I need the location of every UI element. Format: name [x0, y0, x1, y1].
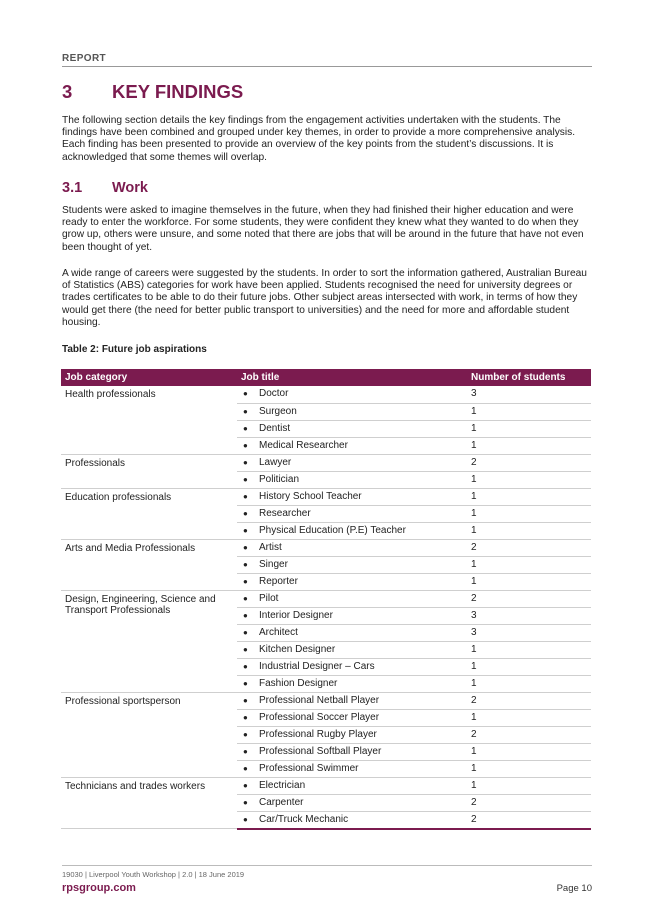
student-count-cell: 2: [467, 726, 591, 743]
job-title-text: Carpenter: [259, 796, 304, 808]
footer-divider: [62, 865, 592, 866]
section-title: KEY FINDINGS: [112, 81, 244, 102]
student-count-cell: 1: [467, 641, 591, 658]
subsection-title: Work: [112, 180, 148, 196]
job-title-cell: [237, 777, 467, 794]
student-count-cell: 1: [467, 437, 591, 454]
student-count-cell: 1: [467, 760, 591, 777]
table-row: [61, 692, 591, 709]
job-title-text: Singer: [259, 558, 288, 570]
section-heading: [62, 81, 243, 103]
header-job-category: Job category: [61, 369, 237, 386]
job-title-cell: [237, 539, 467, 556]
job-title-cell: [237, 794, 467, 811]
job-category-cell: Professional sportsperson: [61, 692, 237, 777]
job-title-cell: [237, 454, 467, 471]
student-count-cell: 1: [467, 403, 591, 420]
table-row: [61, 777, 591, 794]
bullet-dot-icon: ●: [243, 406, 248, 416]
job-title-cell: [237, 420, 467, 437]
bullet-dot-icon: ●: [243, 644, 248, 654]
subsection-heading: [62, 180, 148, 196]
bullet-dot-icon: ●: [243, 457, 248, 467]
job-title-text: Professional Soccer Player: [259, 711, 380, 723]
job-title-cell: [237, 658, 467, 675]
table-row: [61, 488, 591, 505]
student-count-cell: 1: [467, 675, 591, 692]
student-count-cell: 2: [467, 590, 591, 607]
footer-site-link[interactable]: rpsgroup.com: [62, 882, 136, 894]
job-category-cell: Professionals: [61, 454, 237, 488]
job-title-cell: [237, 726, 467, 743]
bullet-dot-icon: ●: [243, 712, 248, 722]
job-aspirations-table: [61, 369, 591, 830]
student-count-cell: 1: [467, 556, 591, 573]
job-title-cell: [237, 386, 467, 403]
work-paragraph-1: Students were asked to imagine themselves in the future, when they had finished their higher education and were ready to enter the workforce. For some students, they were confident they knew what they wanted to do when they grow up, others were unsure, and some noted that there are jobs that will be around in the future that have not even been thought of yet.: [62, 205, 584, 253]
bullet-dot-icon: ●: [243, 389, 248, 398]
bullet-dot-icon: ●: [243, 576, 248, 586]
job-title-text: Industrial Designer – Cars: [259, 660, 375, 672]
job-title-text: Artist: [259, 541, 282, 553]
job-category-cell: Health professionals: [61, 386, 237, 454]
job-category-cell: Technicians and trades workers: [61, 777, 237, 829]
job-title-cell: [237, 590, 467, 607]
job-title-cell: [237, 573, 467, 590]
page-number: Page 10: [556, 883, 592, 894]
bullet-dot-icon: ●: [243, 542, 248, 552]
work-paragraph-2: A wide range of careers were suggested by the students. In order to sort the information gathered, Australian Bureau of Statistics (ABS) categories for work have been applied. Students recognised the need for university degrees or trades certificates to be able to do their future jobs. Other subject areas intersected with work, in terms of how they would get there (the need for better public transport to universities) and the need for more and affordable student housing.: [62, 268, 587, 328]
job-title-cell: [237, 743, 467, 760]
job-title-text: Medical Researcher: [259, 439, 348, 451]
job-category-cell: Education professionals: [61, 488, 237, 539]
report-label: REPORT: [62, 53, 107, 64]
job-title-cell: [237, 522, 467, 539]
bullet-dot-icon: ●: [243, 627, 248, 637]
bullet-dot-icon: ●: [243, 491, 248, 501]
page-header: [62, 53, 592, 67]
footer-meta: 19030 | Liverpool Youth Workshop | 2.0 | 18 June 2019: [62, 870, 245, 879]
bullet-dot-icon: ●: [243, 423, 248, 433]
bullet-dot-icon: ●: [243, 593, 248, 603]
job-title-text: Professional Netball Player: [259, 694, 380, 706]
student-count-cell: 1: [467, 709, 591, 726]
job-title-cell: [237, 760, 467, 777]
student-count-cell: 1: [467, 488, 591, 505]
student-count-cell: 1: [467, 743, 591, 760]
student-count-cell: 2: [467, 692, 591, 709]
student-count-cell: 1: [467, 522, 591, 539]
table-row: [61, 590, 591, 607]
job-title-cell: [237, 437, 467, 454]
job-title-cell: [237, 488, 467, 505]
job-title-cell: [237, 624, 467, 641]
page-footer: [62, 865, 592, 894]
bullet-dot-icon: ●: [243, 797, 248, 807]
student-count-cell: 1: [467, 420, 591, 437]
job-title-cell: [237, 471, 467, 488]
student-count-cell: 2: [467, 811, 591, 829]
job-title-cell: [237, 403, 467, 420]
bullet-dot-icon: ●: [243, 746, 248, 756]
job-title-text: Dentist: [259, 422, 291, 434]
job-title-text: Surgeon: [259, 405, 297, 417]
student-count-cell: 3: [467, 607, 591, 624]
student-count-cell: 2: [467, 454, 591, 471]
table-row: [61, 454, 591, 471]
table-header-row: [61, 369, 591, 386]
header-divider: [62, 66, 592, 67]
table-caption: Table 2: Future job aspirations: [62, 344, 207, 355]
student-count-cell: 3: [467, 386, 591, 403]
job-title-text: Professional Softball Player: [259, 745, 382, 757]
job-title-text: Interior Designer: [259, 609, 333, 621]
job-title-text: Architect: [259, 626, 298, 638]
job-title-text: History School Teacher: [259, 490, 362, 502]
table-row: [61, 386, 591, 403]
student-count-cell: 2: [467, 794, 591, 811]
subsection-number: 3.1: [62, 180, 83, 196]
job-title-text: Pilot: [259, 592, 279, 604]
job-title-text: Kitchen Designer: [259, 643, 336, 655]
job-title-cell: [237, 607, 467, 624]
job-title-text: Professional Swimmer: [259, 762, 359, 774]
bullet-dot-icon: ●: [243, 763, 248, 773]
job-title-cell: [237, 505, 467, 522]
job-category-cell: Design, Engineering, Science and Transport Professionals: [61, 590, 237, 692]
student-count-cell: 1: [467, 777, 591, 794]
job-title-text: Professional Rugby Player: [259, 728, 377, 740]
job-title-cell: [237, 692, 467, 709]
job-title-text: Doctor: [259, 388, 289, 399]
student-count-cell: 2: [467, 539, 591, 556]
job-title-text: Car/Truck Mechanic: [259, 813, 349, 825]
intro-paragraph: The following section details the key findings from the engagement activities undertaken with the students. The findings have been combined and grouped under key themes, in order to provide a more comprehensive analysis. Each finding has been presented to provide an overview of the key points from the student’s discussions. It is acknowledged that some themes will overlap.: [62, 115, 576, 163]
job-title-text: Politician: [259, 473, 300, 485]
student-count-cell: 3: [467, 624, 591, 641]
bullet-dot-icon: ●: [243, 814, 248, 824]
bullet-dot-icon: ●: [243, 661, 248, 671]
header-number-of-students: Number of students: [467, 369, 591, 386]
job-title-text: Physical Education (P.E) Teacher: [259, 524, 406, 536]
job-title-text: Researcher: [259, 507, 311, 519]
job-title-cell: [237, 641, 467, 658]
bullet-dot-icon: ●: [243, 780, 248, 790]
job-title-text: Fashion Designer: [259, 677, 338, 689]
bullet-dot-icon: ●: [243, 695, 248, 705]
job-title-cell: [237, 811, 467, 829]
bullet-dot-icon: ●: [243, 440, 248, 450]
student-count-cell: 1: [467, 471, 591, 488]
job-title-cell: [237, 556, 467, 573]
bullet-dot-icon: ●: [243, 474, 248, 484]
bullet-dot-icon: ●: [243, 729, 248, 739]
job-title-text: Electrician: [259, 779, 306, 791]
student-count-cell: 1: [467, 658, 591, 675]
header-job-title: Job title: [237, 369, 467, 386]
table-row: [61, 539, 591, 556]
job-title-text: Reporter: [259, 575, 298, 587]
student-count-cell: 1: [467, 505, 591, 522]
job-title-text: Lawyer: [259, 456, 292, 468]
bullet-dot-icon: ●: [243, 678, 248, 688]
section-number: 3: [62, 81, 73, 102]
bullet-dot-icon: ●: [243, 525, 248, 535]
table-body: [61, 386, 591, 829]
job-title-cell: [237, 675, 467, 692]
job-category-cell: Arts and Media Professionals: [61, 539, 237, 590]
job-title-cell: [237, 709, 467, 726]
bullet-dot-icon: ●: [243, 559, 248, 569]
bullet-dot-icon: ●: [243, 610, 248, 620]
student-count-cell: 1: [467, 573, 591, 590]
bullet-dot-icon: ●: [243, 508, 248, 518]
